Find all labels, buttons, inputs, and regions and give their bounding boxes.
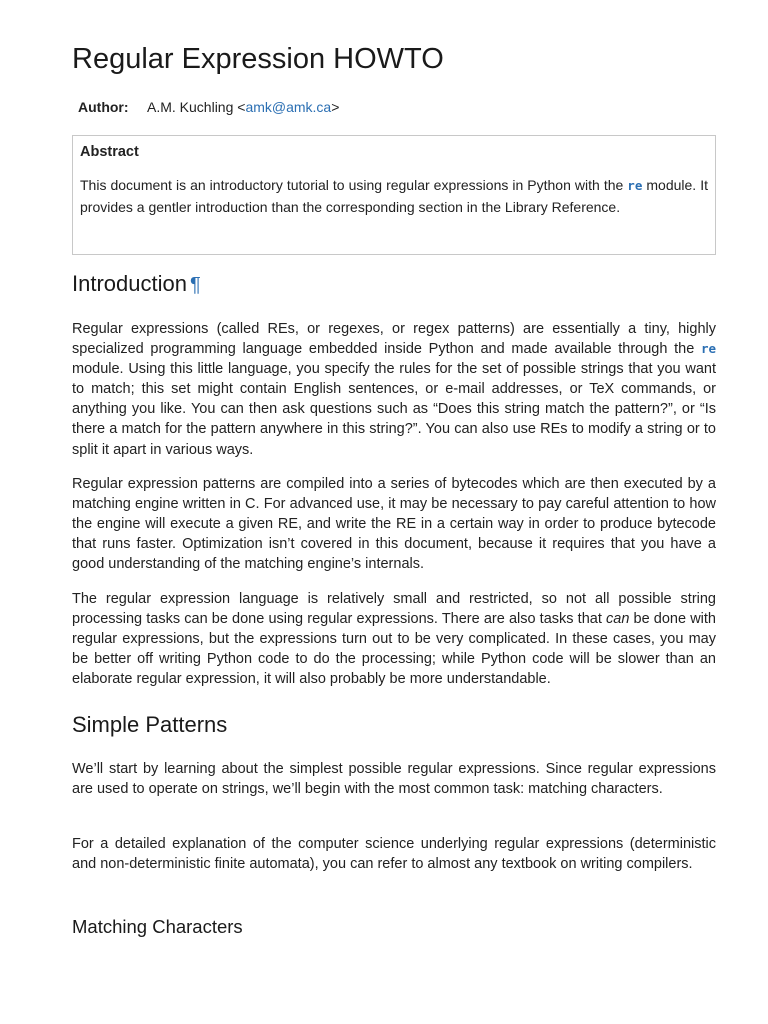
author-label: Author: <box>78 99 129 115</box>
intro-paragraph-2: Regular expression patterns are compiled into a series of bytecodes which are then executed by a matching engine written in C. For advanced use, it may be necessary to pay careful attention to how the engine will execute a given RE, and write the RE in a certain way in order to produce bytecode that runs faster. Optimization isn’t covered in this document, because it requires that you have a good understanding of the matching engine’s internals. <box>72 476 716 573</box>
abstract-box <box>72 135 716 255</box>
intro-paragraph-3: The regular expression language is relatively small and restricted, so not all possible string processing tasks can be done using regular expressions. There are also tasks that can be done with regular expressions, but the expressions turn out to be very complicated. In these cases, you may be better off writing Python code to do the processing; while Python code will be slower than an elaborate regular expression, it will also probably be more understandable. <box>72 591 716 688</box>
permalink-icon[interactable]: ¶ <box>189 274 201 296</box>
re-module-link[interactable]: re <box>700 341 716 357</box>
page-title: Regular Expression HOWTO <box>72 43 444 75</box>
re-module-link[interactable]: re <box>627 178 643 193</box>
abstract-title: Abstract <box>80 144 139 160</box>
author-close: > <box>331 99 340 115</box>
heading-matching-characters: Matching Characters <box>72 916 243 937</box>
abstract-text: This document is an introductory tutorial to using regular expressions in Python with the re module. It provides a gentler introduction than the corresponding section in the Library Reference. <box>80 177 708 215</box>
heading-introduction: Introduction ¶ <box>72 271 201 296</box>
simple-paragraph-1: We’ll start by learning about the simplest possible regular expressions. Since regular expressions are used to operate on strings, we’ll begin with the most common task: matching characters. <box>72 761 716 798</box>
simple-paragraph-2: For a detailed explanation of the computer science underlying regular expressions (deterministic and non-deterministic finite automata), you can refer to almost any textbook on writing compilers. <box>72 836 716 873</box>
author-line <box>78 99 339 115</box>
author-name: A.M. Kuchling < <box>147 99 246 115</box>
intro-paragraph-1: Regular expressions (called REs, or regexes, or regex patterns) are essentially a tiny, highly specialized programming language embedded inside Python and made available through the re module. Using this little language, you specify the rules for the set of possible strings that you want to match; this set might contain English sentences, or e-mail addresses, or TeX commands, or anything you like. You can then ask questions such as “Does this string match the pattern?”, or “Is there a match for the pattern anywhere in this string?”. You can also use REs to modify a string or to split it apart in various ways. <box>72 321 716 458</box>
author-email-link[interactable]: amk@amk.ca <box>245 99 332 115</box>
heading-simple-patterns: Simple Patterns <box>72 712 228 737</box>
